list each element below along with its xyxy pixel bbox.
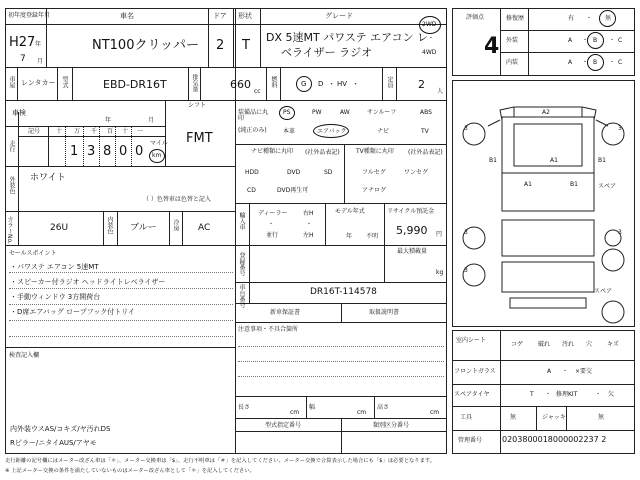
- seat-scratch: キズ: [607, 341, 619, 348]
- spare-dot1: ・: [545, 391, 552, 398]
- import-dot: ・: [268, 221, 275, 228]
- ext-eval-a: A: [568, 37, 573, 44]
- int-eval-dot1: ・: [582, 59, 589, 66]
- doors-label: ドア: [213, 12, 227, 20]
- grade-label: グレード: [325, 12, 353, 20]
- repair-dot: ・: [586, 15, 593, 22]
- diag-label-a1: A1: [550, 157, 558, 164]
- car-name: NT100クリッパー: [92, 38, 199, 53]
- navi-dvd: DVD: [287, 169, 301, 176]
- doors-value: 2: [216, 38, 225, 53]
- equip-pw: PW: [312, 109, 322, 116]
- import-label: 輸入車: [238, 212, 245, 230]
- displacement-value: 660: [230, 78, 251, 91]
- first-reg-label: 初年度登録年月: [8, 12, 51, 19]
- inspector-line2: Rピラー/ニタイAUS/アヤモ: [10, 439, 97, 447]
- diag-label-b1-mid: B1: [570, 181, 578, 188]
- type-no-label: 型式指定番号: [265, 422, 302, 429]
- displacement-label: 排気量: [191, 74, 198, 92]
- inspector-line1: 内外装ウスAS/コキズ/ヤ汚れDS: [10, 425, 111, 433]
- seat-tear: 破れ: [538, 341, 551, 348]
- ext-color-label: 外装色: [8, 176, 15, 194]
- reg-no-label: 登録番号: [238, 252, 245, 276]
- seat-dirt: 汚れ: [562, 341, 575, 348]
- equip-leather: 本革: [283, 128, 296, 135]
- make-value: レンタカー: [21, 79, 56, 87]
- drive-4wd: 4WD: [422, 49, 437, 56]
- drive-2wd: 2WD: [422, 21, 437, 28]
- diagram-cab: [502, 117, 594, 173]
- sales-point-1: ・パワステ エアコン 5速MT: [10, 263, 99, 271]
- spare-none: 欠: [608, 391, 615, 398]
- management-label: 管理番号: [458, 437, 483, 444]
- management-value: 0203800018000002237 2: [502, 435, 607, 444]
- diag-label-a1-mid: A1: [524, 181, 532, 188]
- tv-fullseg: フルセグ: [362, 169, 386, 176]
- ext-eval-dot1: ・: [582, 37, 589, 44]
- diag-label-fr: 3: [618, 125, 622, 132]
- inspection-month: 月: [148, 117, 155, 124]
- navi-sd: SD: [324, 169, 333, 176]
- equip-airbag: エアバック: [317, 128, 347, 135]
- equip-abs: ABS: [420, 109, 432, 116]
- int-eval-a: A: [568, 59, 573, 66]
- front-glass-replace: ×要交: [575, 368, 593, 375]
- diagram-rear-body: [502, 262, 594, 292]
- ext-color-note: （ ）色替車は色替と記入: [143, 196, 211, 203]
- spare-t: T: [530, 391, 534, 398]
- inspection-year: 年: [105, 117, 112, 124]
- jack-label: ジャッキ: [542, 414, 566, 421]
- mileage-digit-3: 8: [103, 144, 112, 159]
- ext-eval-dot2: ・: [609, 37, 616, 44]
- import-dot2: ・: [306, 221, 313, 228]
- import-right-h: 右H: [303, 210, 314, 217]
- model-year-unit: 年: [346, 233, 353, 240]
- ext-color-value: ホワイト: [30, 173, 66, 183]
- tv-title: TV種類に丸印: [356, 148, 394, 155]
- equipment-label: 装備品に丸印: [238, 109, 269, 122]
- navi-cd: CD: [247, 187, 256, 194]
- first-reg-year-unit: 年: [35, 41, 42, 48]
- record-label: 記号: [28, 128, 41, 135]
- new-warranty: 新車保証書: [270, 309, 301, 316]
- mileage-digit-5: 0: [135, 144, 144, 159]
- color-no-value: 26U: [50, 223, 69, 233]
- footer-line1: 走行距離の記号欄にはメーター改ざん車は「＊」、メーター交換車は「$」、走行不明車は「＃」を記入してください。メーター交換で合算表示した場合にも「$」は必要となります。: [5, 458, 436, 464]
- digit-label-6: 一: [137, 128, 144, 135]
- mileage-digit-1: 1: [70, 144, 79, 159]
- diagram-wheel-r3: [602, 301, 624, 323]
- diag-label-rr: 3: [618, 229, 622, 236]
- dim-length-unit: cm: [290, 409, 300, 416]
- import-left-h: 左H: [303, 232, 314, 239]
- grade-line2: ベライザー ラジオ: [281, 46, 373, 59]
- seat-label: 室内シート: [456, 337, 487, 344]
- tv-note: (社外品表記): [408, 149, 443, 156]
- seat-burn: コゲ: [511, 341, 524, 348]
- first-reg-month: 7: [20, 54, 26, 64]
- model-year-unknown: 不明: [366, 233, 379, 240]
- diagram-wheel-rr: [602, 249, 624, 271]
- dim-width-unit: cm: [357, 409, 367, 416]
- dim-height: 高さ: [377, 404, 390, 411]
- recycle-unit: 円: [436, 231, 443, 238]
- shape-value: T: [242, 38, 250, 53]
- first-reg-month-unit: 月: [37, 58, 44, 65]
- diag-label-spare2: スペア: [594, 288, 613, 295]
- shift-value: FMT: [186, 131, 213, 146]
- diagram-mirror-r: [596, 120, 608, 126]
- capacity-value: 2: [418, 78, 425, 91]
- repair-yes: 有: [568, 15, 575, 22]
- score-value: 4: [484, 34, 500, 59]
- car-diagram: [452, 80, 635, 327]
- spare-dot2: ・: [595, 391, 602, 398]
- sales-point-3: ・手動ウィンドウ 3方開荷台: [10, 293, 101, 301]
- inspector-title: 検査記入欄: [9, 352, 40, 359]
- diag-label-rl: 3: [464, 229, 468, 236]
- unit-km: km: [152, 152, 162, 159]
- diag-label-a2: A2: [542, 109, 550, 116]
- front-glass-label: フロントガラス: [454, 368, 496, 375]
- diag-label-b1-l: B1: [489, 157, 497, 164]
- inspection-label: 車検: [12, 109, 26, 117]
- equip-navi: ナビ: [377, 128, 390, 135]
- equip-aw: AW: [340, 109, 350, 116]
- mileage-digit-4: 0: [119, 144, 128, 159]
- fuel-d: D: [318, 80, 324, 88]
- digit-label-1: 十: [56, 128, 63, 135]
- equip-tv: TV: [421, 128, 429, 135]
- fuel-dot1: ・: [328, 80, 335, 88]
- repair-label: 修復歴: [506, 15, 525, 22]
- diag-label-b1-r: B1: [598, 157, 606, 164]
- fuel-dot2: ・: [352, 80, 359, 88]
- ext-eval-label: 外装: [506, 37, 519, 44]
- max-load-unit: kg: [436, 269, 444, 276]
- notes-label: 注意事項・不具合箇所: [238, 326, 299, 333]
- jack-value: 無: [598, 414, 605, 421]
- fuel-g: G: [301, 80, 307, 88]
- model-year-label: モデル年式: [335, 208, 365, 215]
- color-no-label: カラーNo.: [6, 216, 13, 244]
- front-glass-dot: ・: [562, 368, 569, 375]
- seat-hole: 穴: [586, 341, 593, 348]
- diagram-bed: [502, 173, 594, 211]
- dim-height-unit: cm: [430, 409, 440, 416]
- diag-label-fl: 3: [464, 125, 468, 132]
- spare-tire-label: スペアタイヤ: [454, 391, 490, 398]
- front-glass-a: A: [547, 368, 552, 375]
- drive-dot: ・: [428, 35, 435, 42]
- int-eval-label: 内装: [506, 59, 519, 66]
- diagram-mirror-l: [488, 120, 500, 126]
- tv-oneseg: ワンセグ: [404, 169, 429, 176]
- equipment-sub-label: (純正のみ): [238, 127, 267, 134]
- digit-label-4: 百: [107, 128, 114, 135]
- footer-line2: ※ 上記メーター交換の条件を満たしていないものはメーター改ざん車として「＊」を記入してください。: [5, 468, 255, 474]
- shift-label: シフト: [188, 102, 207, 109]
- dim-width: 幅: [309, 404, 316, 411]
- mileage-label: 走行: [8, 140, 15, 152]
- max-load-label: 最大積載量: [397, 248, 428, 255]
- ext-eval-c: C: [618, 37, 623, 44]
- navi-hdd: HDD: [245, 169, 259, 176]
- chassis-label: 車台番号: [238, 284, 245, 308]
- import-dealer: ディーラー: [258, 210, 288, 217]
- import-parallel: 並行: [266, 232, 279, 239]
- repair-no: 無: [605, 15, 612, 22]
- diagram-windshield: [514, 124, 582, 166]
- sales-point-4: ・D席エアバッグ ロープフック付トリイ: [10, 308, 136, 316]
- ext-eval-b: B: [593, 37, 598, 44]
- first-reg-era: H27: [9, 35, 36, 50]
- int-eval-dot2: ・: [609, 59, 616, 66]
- chassis-value: DR16T-114578: [310, 287, 377, 297]
- dim-length: 長さ: [238, 404, 251, 411]
- fuel-hv: HV: [337, 80, 348, 88]
- navi-dvd-play: DVD再生可: [277, 187, 309, 194]
- equip-ps: PS: [283, 109, 291, 116]
- mileage-digit-2: 3: [87, 144, 96, 159]
- unit-mile: マイル: [150, 140, 168, 147]
- equip-sunroof: サンルーフ: [367, 109, 397, 116]
- diagram-side-bed: [502, 220, 594, 256]
- interior-label: 内装色: [106, 216, 113, 234]
- capacity-label: 定員: [386, 76, 393, 88]
- diag-label-r3: 3: [464, 267, 468, 274]
- tools-value: 無: [510, 414, 517, 421]
- score-label: 評価点: [466, 14, 485, 21]
- model-label: 型式: [61, 76, 68, 88]
- capacity-unit: 人: [437, 88, 444, 95]
- recycle-value: 5,990: [396, 224, 428, 237]
- diag-label-spare1: スペア: [598, 183, 617, 190]
- make-label: 車屋: [8, 76, 15, 88]
- tools-label: 工具: [460, 414, 473, 421]
- model-value: EBD-DR16T: [103, 78, 167, 91]
- car-name-label: 車名: [120, 12, 134, 20]
- displacement-unit: cc: [254, 88, 261, 95]
- sales-point-2: ・スピーカー付ラジオ ヘッドライトレベライザー: [10, 278, 166, 286]
- ac-label: 冷房: [172, 219, 179, 231]
- manual: 取扱説明書: [369, 309, 400, 316]
- tv-analog: アナログ: [362, 187, 387, 194]
- int-eval-b: B: [593, 59, 598, 66]
- grade-line1: DX 5速MT パワステ エアコン レ: [266, 31, 429, 44]
- diagram-bumper: [510, 298, 586, 308]
- navi-title: ナビ種類に丸印: [251, 148, 294, 155]
- shape-label: 形状: [238, 12, 252, 20]
- navi-note: (社外品表記): [305, 149, 340, 156]
- digit-label-5: 十: [122, 128, 129, 135]
- digit-label-2: 万: [74, 128, 81, 135]
- sales-points-title: セールスポイント: [9, 250, 57, 257]
- recycle-label: リサイクル預託金: [387, 208, 435, 215]
- int-eval-c: C: [618, 59, 623, 66]
- fuel-label: 燃料: [270, 76, 277, 88]
- class-no-label: 類別区分番号: [373, 422, 410, 429]
- interior-value: ブルー: [130, 223, 157, 233]
- digit-label-3: 千: [91, 128, 98, 135]
- ac-value: AC: [198, 223, 211, 233]
- spare-kit: 修理KIT: [556, 391, 578, 398]
